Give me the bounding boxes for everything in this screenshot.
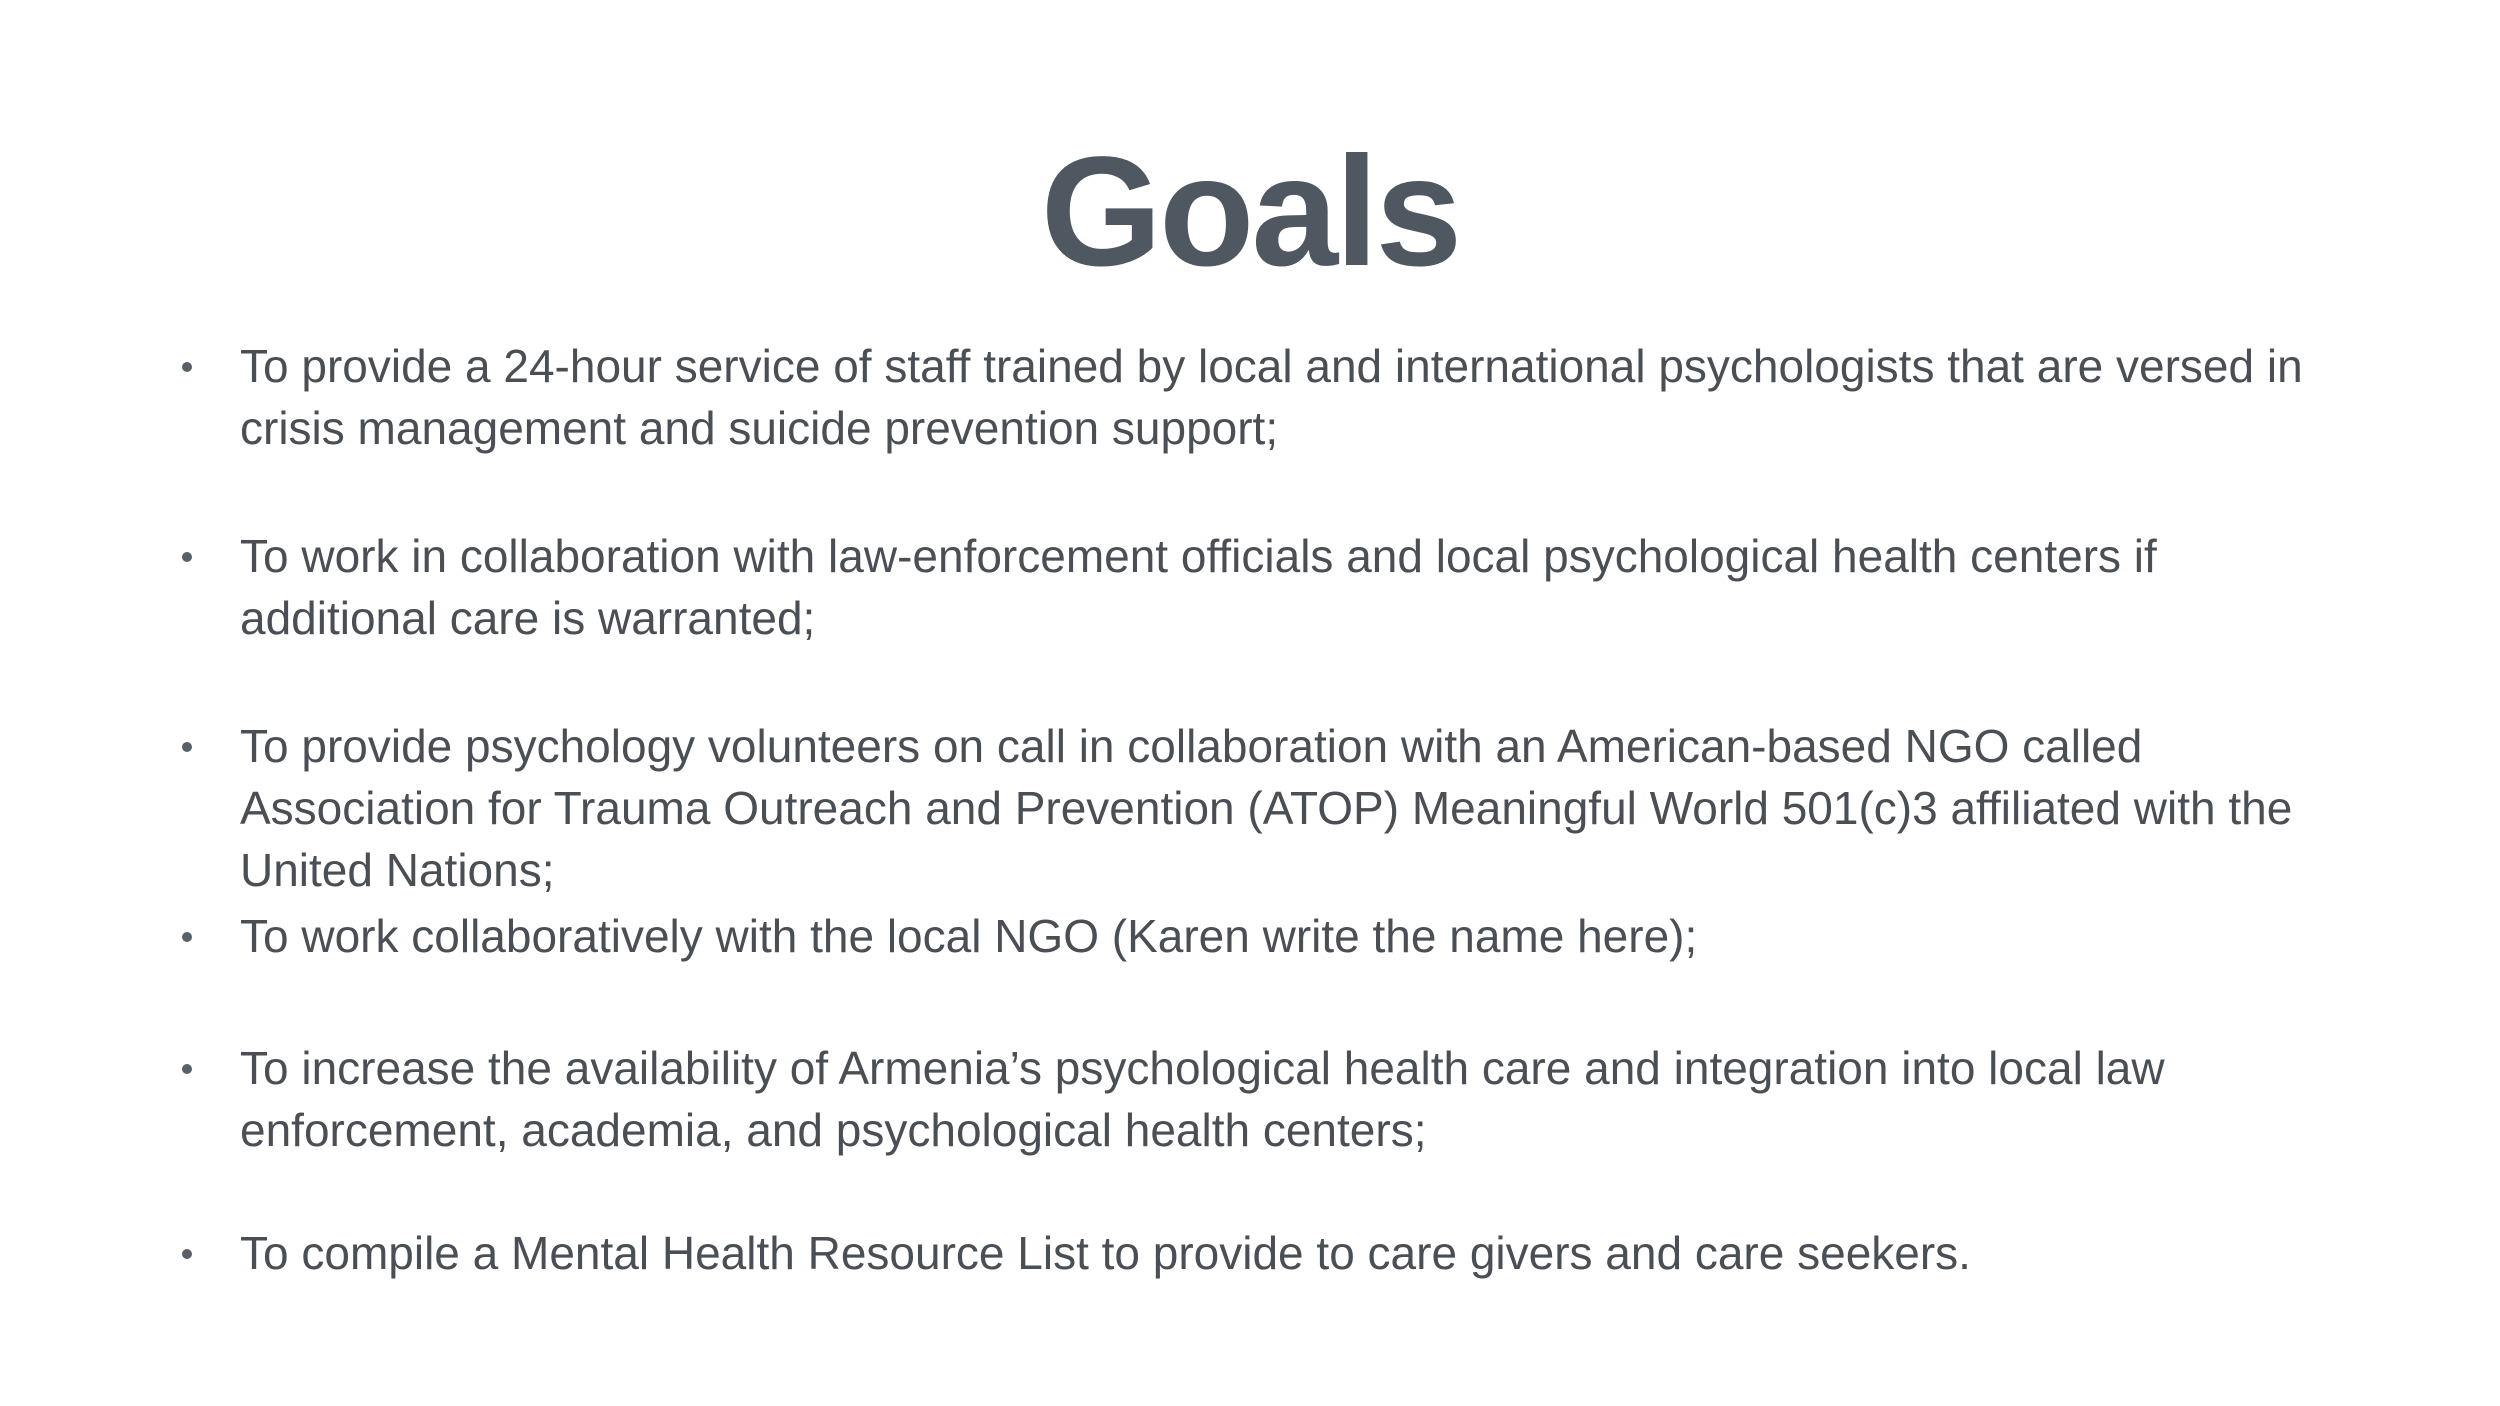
slide-title: Goals bbox=[1040, 125, 1460, 299]
bullet-icon bbox=[182, 742, 192, 752]
goal-item bbox=[240, 525, 2360, 649]
goal-item bbox=[240, 335, 2360, 459]
goal-text: To increase the availability of Armenia’s psychological health care and integration into local law enforcement, academia, and psychological health centers; bbox=[240, 1042, 2165, 1156]
goal-text: To provide psychology volunteers on call in collaboration with an American-based NGO called Association for Trauma Outreach and Prevention (ATOP) Meaningful World 501(c)3 affiliated with the United Nations; bbox=[240, 720, 2293, 896]
goal-item bbox=[240, 1037, 2360, 1161]
bullet-icon bbox=[182, 552, 192, 562]
goal-item bbox=[240, 905, 2360, 967]
goal-text: To work in collaboration with law-enforcement officials and local psychological health centers if additional care is warranted; bbox=[240, 530, 2157, 644]
goal-item bbox=[240, 715, 2360, 901]
goal-item bbox=[240, 1222, 2360, 1284]
goal-text: To work collaboratively with the local NGO (Karen write the name here); bbox=[240, 910, 1698, 962]
goal-text: To compile a Mental Health Resource List to provide to care givers and care seekers. bbox=[240, 1227, 1971, 1279]
bullet-icon bbox=[182, 1064, 192, 1074]
bullet-icon bbox=[182, 1249, 192, 1259]
goal-text: To provide a 24-hour service of staff trained by local and international psychologists that are versed in crisis management and suicide prevention support; bbox=[240, 340, 2303, 454]
bullet-icon bbox=[182, 362, 192, 372]
bullet-icon bbox=[182, 932, 192, 942]
